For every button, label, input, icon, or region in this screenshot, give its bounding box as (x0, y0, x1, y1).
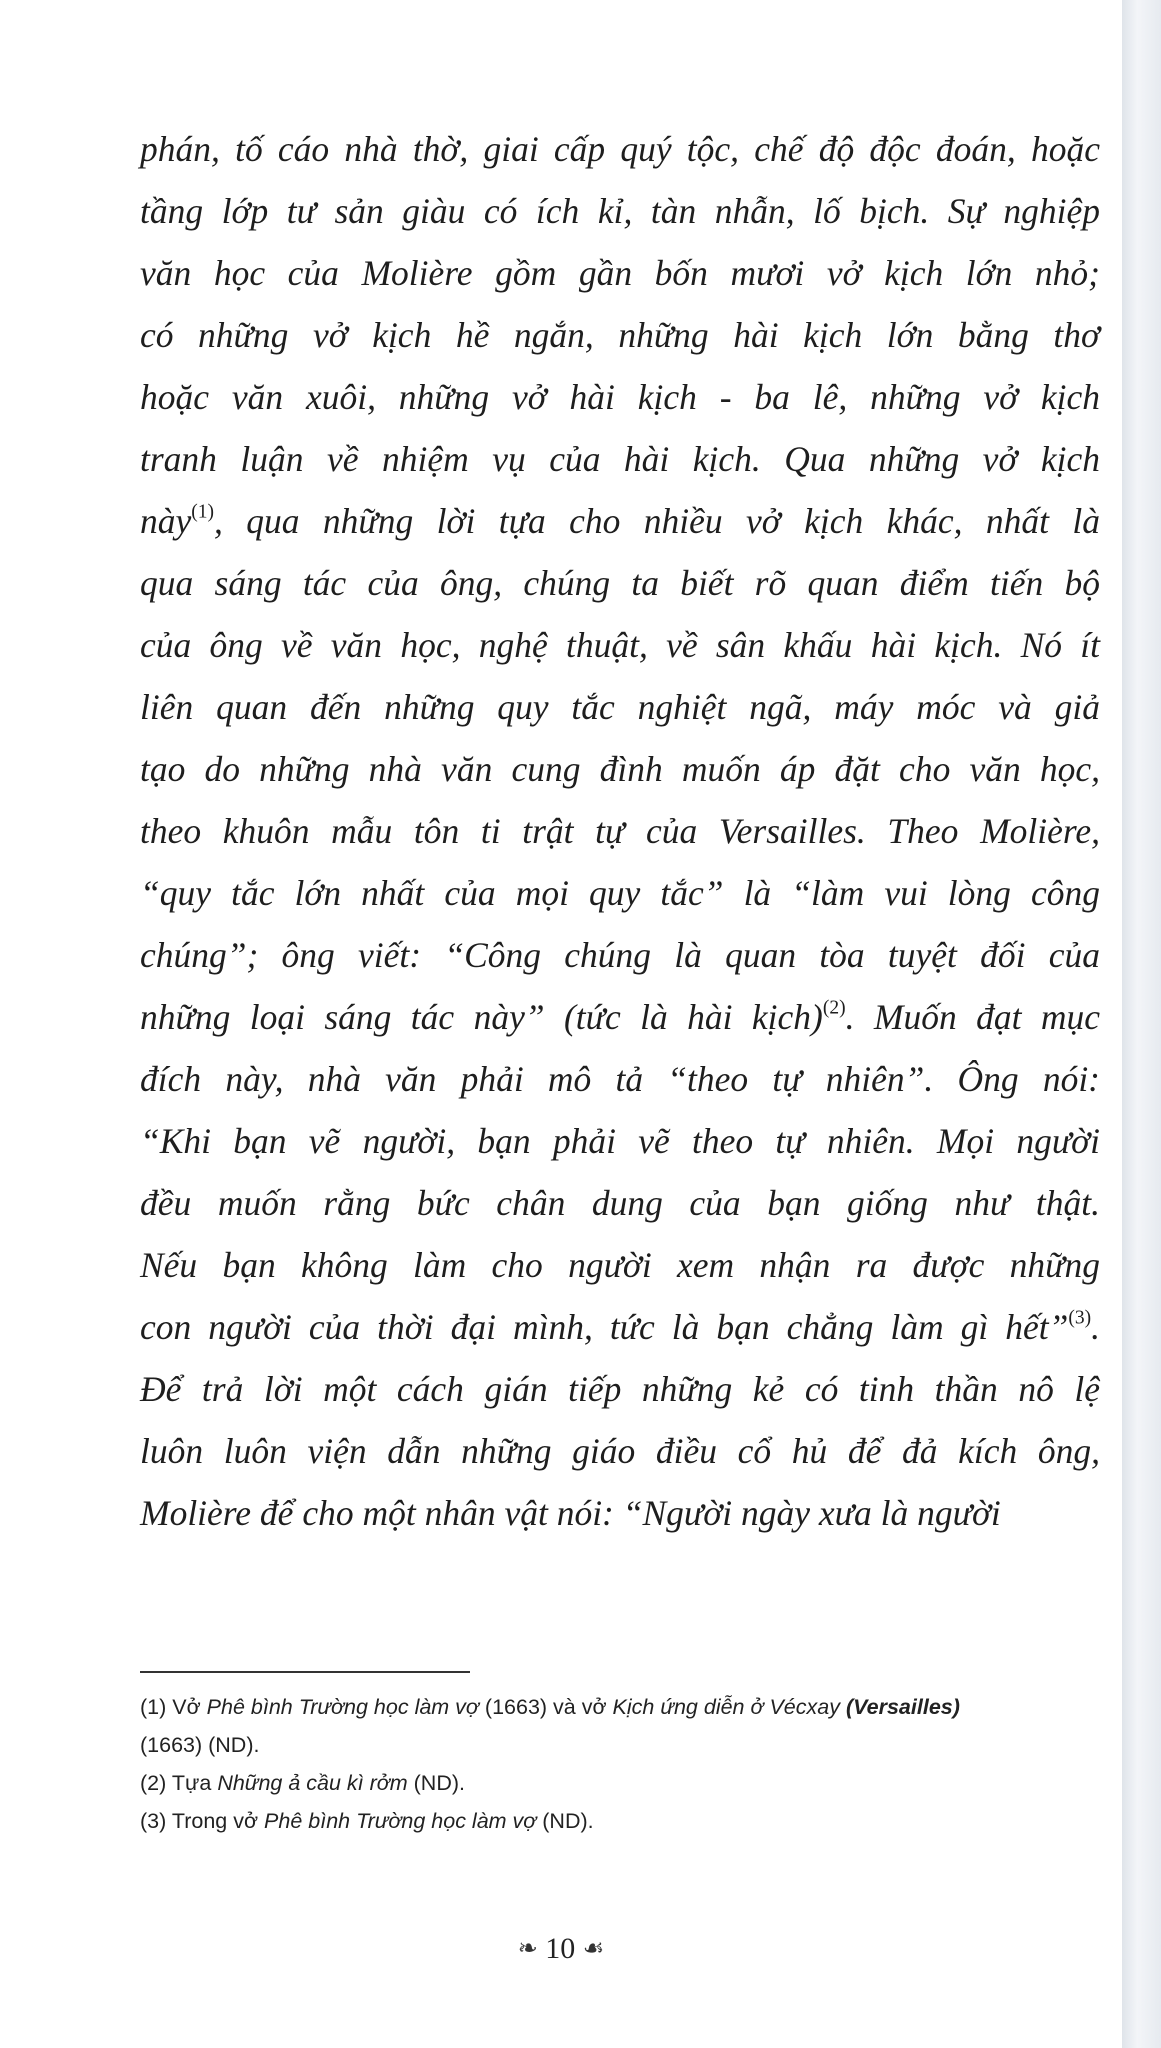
text-line (140, 180, 1100, 242)
line-text: . (1091, 1307, 1100, 1347)
footnote-3 (140, 1802, 1100, 1840)
line-text: “Khi bạn vẽ người, bạn phải vẽ theo tự nhiên. Mọi người (140, 1121, 1100, 1161)
text-line (140, 1296, 1100, 1358)
text-line (140, 1234, 1100, 1296)
text-line (140, 738, 1100, 800)
line-text: văn học của Molière gồm gần bốn mươi vở kịch lớn nhỏ; (140, 253, 1100, 293)
footnote-text: (1663) và vở (478, 1695, 613, 1719)
footnote-text: (1663) (ND). (140, 1733, 260, 1757)
line-text: chúng”; ông viết: “Công chúng là quan tòa tuyệt đối của (140, 935, 1100, 975)
line-text: phán, tố cáo nhà thờ, giai cấp quý tộc, chế độ độc đoán, hoặc (140, 129, 1100, 169)
footnote-text: (ND). (536, 1809, 594, 1833)
line-text: . Muốn đạt mục (845, 997, 1100, 1037)
page-number: 10 (545, 1932, 576, 1965)
line-text: tạo do những nhà văn cung đình muốn áp đặt cho văn học, (140, 749, 1100, 789)
footnote-title: Phê bình Trường học làm vợ (206, 1695, 479, 1719)
text-line (140, 800, 1100, 862)
line-text: đích này, nhà văn phải mô tả “theo tự nhiên”. Ông nói: (140, 1059, 1100, 1099)
line-text-composite (140, 1296, 1100, 1358)
text-line (140, 242, 1100, 304)
line-text: con người của thời đại mình, tức là bạn chẳng làm gì hết” (140, 1307, 1069, 1347)
footnote-ref: (1) (191, 501, 215, 523)
line-text-composite (140, 490, 1100, 552)
footnote-1 (140, 1688, 1100, 1726)
text-line (140, 862, 1100, 924)
footnotes (140, 1688, 1100, 1840)
footnote-text: (ND). (407, 1771, 465, 1795)
text-line (140, 490, 1100, 552)
line-text: theo khuôn mẫu tôn ti trật tự của Versailles. Theo Molière, (140, 811, 1100, 851)
footnote-text: (3) Trong vở (140, 1809, 265, 1833)
line-text: Để trả lời một cách gián tiếp những kẻ có tinh thần nô lệ (140, 1369, 1100, 1409)
text-line (140, 1482, 1100, 1544)
text-line (140, 986, 1100, 1048)
footnote-title: Những ả cầu kì rởm (217, 1771, 408, 1795)
page-folio (0, 1932, 1122, 1966)
line-text: qua sáng tác của ông, chúng ta biết rõ quan điểm tiến bộ (140, 563, 1100, 603)
text-line (140, 366, 1100, 428)
text-line (140, 1172, 1100, 1234)
text-line (140, 118, 1100, 180)
line-text: Molière để cho một nhân vật nói: “Người ngày xưa là người (140, 1493, 1001, 1533)
line-text: hoặc văn xuôi, những vở hài kịch - ba lê, những vở kịch (140, 377, 1100, 417)
line-text: đều muốn rằng bức chân dung của bạn giống như thật. (140, 1183, 1100, 1223)
line-text: liên quan đến những quy tắc nghiệt ngã, máy móc và giả (140, 687, 1100, 727)
text-line (140, 924, 1100, 986)
body-text (140, 118, 1100, 1544)
page-edge (1122, 0, 1161, 2048)
footnote-title: Kịch ứng diễn ở Vécxay (612, 1695, 840, 1719)
line-text: tầng lớp tư sản giàu có ích kỉ, tàn nhẫn, lố bịch. Sự nghiệp (140, 191, 1100, 231)
footnote-title: Phê bình Trường học làm vợ (264, 1809, 537, 1833)
text-line (140, 1358, 1100, 1420)
line-text: “quy tắc lớn nhất của mọi quy tắc” là “làm vui lòng công (140, 873, 1100, 913)
footnote-2 (140, 1764, 1100, 1802)
footnote-ref: (2) (822, 997, 846, 1019)
text-line (140, 428, 1100, 490)
footnote-text: (2) Tựa (140, 1771, 218, 1795)
footnote-divider (140, 1671, 470, 1673)
line-text: này (140, 501, 192, 541)
line-text: tranh luận về nhiệm vụ của hài kịch. Qua những vở kịch (140, 439, 1100, 479)
text-line (140, 1420, 1100, 1482)
text-line (140, 552, 1100, 614)
line-text: có những vở kịch hề ngắn, những hài kịch lớn bằng thơ (140, 315, 1100, 355)
ornament-right-icon: ☙ (582, 1936, 605, 1962)
line-text: của ông về văn học, nghệ thuật, về sân khấu hài kịch. Nó ít (140, 625, 1100, 665)
ornament-left-icon: ❧ (517, 1936, 538, 1962)
footnote-ref: (3) (1068, 1307, 1092, 1329)
text-line (140, 1048, 1100, 1110)
line-text-composite (140, 986, 1100, 1048)
footnote-title-bold: (Versailles) (845, 1695, 960, 1719)
footnote-1-cont (140, 1726, 1100, 1764)
line-text: luôn luôn viện dẫn những giáo điều cổ hủ để đả kích ông, (140, 1431, 1100, 1471)
text-line (140, 676, 1100, 738)
footnote-text: (1) Vở (140, 1695, 207, 1719)
text-line (140, 614, 1100, 676)
text-line (140, 1110, 1100, 1172)
line-text: những loại sáng tác này” (tức là hài kịch) (140, 997, 823, 1037)
line-text: Nếu bạn không làm cho người xem nhận ra được những (140, 1245, 1100, 1285)
text-line (140, 304, 1100, 366)
line-text: , qua những lời tựa cho nhiều vở kịch khác, nhất là (214, 501, 1100, 541)
